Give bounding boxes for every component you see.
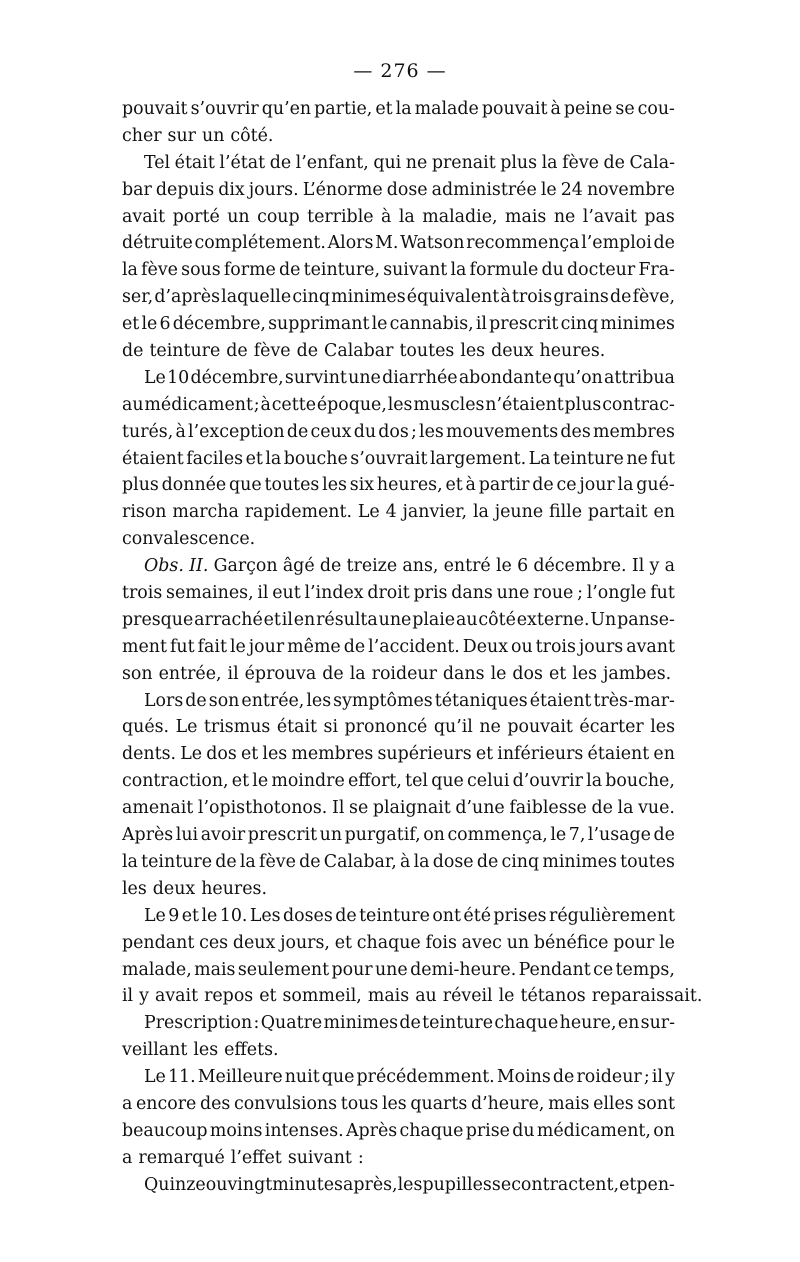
page-number: — 276 — xyxy=(353,60,447,82)
text-line: bar depuis dix jours. L’énorme dose administrée le 24 novembre xyxy=(122,179,675,200)
text-line: son entrée, il éprouva de la roideur dans le dos et les jambes. xyxy=(122,663,672,684)
text-line: Après lui avoir prescrit un purgatif, on commença, le 7, l’usage de xyxy=(122,825,675,846)
text-line: turés, à l’exception de ceux du dos ; les mouvements des membres xyxy=(122,421,675,442)
text-line: Obs. II. Garçon âgé de treize ans, entré le 6 décembre. Il y a xyxy=(144,556,675,577)
text-line: au médicament ; à cette époque, les muscles n’étaient plus contrac- xyxy=(122,394,675,415)
text-line: ser, d’après laquelle cinq minimes équivalent à trois grains de fève, xyxy=(122,287,675,308)
text-line: pouvait s’ouvrir qu’en partie, et la malade pouvait à peine se cou- xyxy=(122,99,675,119)
text-line: il y avait repos et sommeil, mais au réveil le tétanos reparaissait. xyxy=(122,986,703,1007)
text-line: plus donnée que toutes les six heures, et à partir de ce jour la gué- xyxy=(122,475,675,496)
text-line: Le 11. Meilleure nuit que précédemment. Moins de roideur ; il y xyxy=(144,1067,675,1088)
text-line: ment fut fait le jour même de l’accident. Deux ou trois jours avant xyxy=(122,636,675,657)
text-line: cher sur un côté. xyxy=(122,125,274,146)
text-line: pendant ces deux jours, et chaque fois avec un bénéfice pour le xyxy=(122,932,675,953)
text-line: avait porté un coup terrible à la maladie, mais ne l’avait pas xyxy=(122,206,675,227)
text-line: a encore des convulsions tous les quarts d’heure, mais elles sont xyxy=(122,1093,675,1114)
text-line: contraction, et le moindre effort, tel que celui d’ouvrir la bouche, xyxy=(122,771,675,792)
text-line: Prescription : Quatre minimes de teinture chaque heure, en sur- xyxy=(144,1013,675,1034)
text-line: et le 6 décembre, supprimant le cannabis, il prescrit cinq minimes xyxy=(122,314,675,335)
text-line: les deux heures. xyxy=(122,878,267,899)
text-line: la teinture de la fève de Calabar, à la dose de cinq minimes toutes xyxy=(122,851,675,872)
text-line: convalescence. xyxy=(122,529,256,550)
text-line: a remarqué l’effet suivant : xyxy=(122,1147,364,1168)
text-line: qués. Le trismus était si prononcé qu’il ne pouvait écarter les xyxy=(122,717,675,738)
text-line: presque arraché et il en résulta une plaie au côté externe. Un panse- xyxy=(122,609,675,630)
text-line: malade, mais seulement pour une demi-heure. Pendant ce temps, xyxy=(122,959,675,980)
text-line: détruite complétement. Alors M. Watson recommença l’emploi de xyxy=(122,233,675,254)
text-line: trois semaines, il eut l’index droit pris dans une roue ; l’ongle fut xyxy=(122,583,675,604)
text-line: Lors de son entrée, les symptômes tétaniques étaient très-mar- xyxy=(144,690,675,711)
text-line: Le 9 et le 10. Les doses de teinture ont été prises régulièrement xyxy=(144,905,675,926)
text-line: Le 10 décembre, survint une diarrhée abondante qu’on attribua xyxy=(144,367,675,388)
text-line: la fève sous forme de teinture, suivant la formule du docteur Fra- xyxy=(122,260,675,281)
text-line: étaient faciles et la bouche s’ouvrait largement. La teinture ne fut xyxy=(122,448,675,469)
text-line: rison marcha rapidement. Le 4 janvier, la jeune fille partait en xyxy=(122,502,675,523)
text-line: beaucoup moins intenses. Après chaque prise du médicament, on xyxy=(122,1120,675,1141)
text-line: dents. Le dos et les membres supérieurs et inférieurs étaient en xyxy=(122,744,675,765)
text-line: veillant les effets. xyxy=(122,1040,279,1061)
text-line: Quinze ou vingt minutes après, les pupilles se contractent, et pen- xyxy=(144,1174,675,1195)
text-line: amenait l’opisthotonos. Il se plaignait d’une faiblesse de la vue. xyxy=(122,798,675,819)
text-line: de teinture de fève de Calabar toutes les deux heures. xyxy=(122,341,606,362)
text-line: Tel était l’état de l’enfant, qui ne prenait plus la fève de Cala- xyxy=(144,152,675,173)
body-text xyxy=(122,96,703,1199)
